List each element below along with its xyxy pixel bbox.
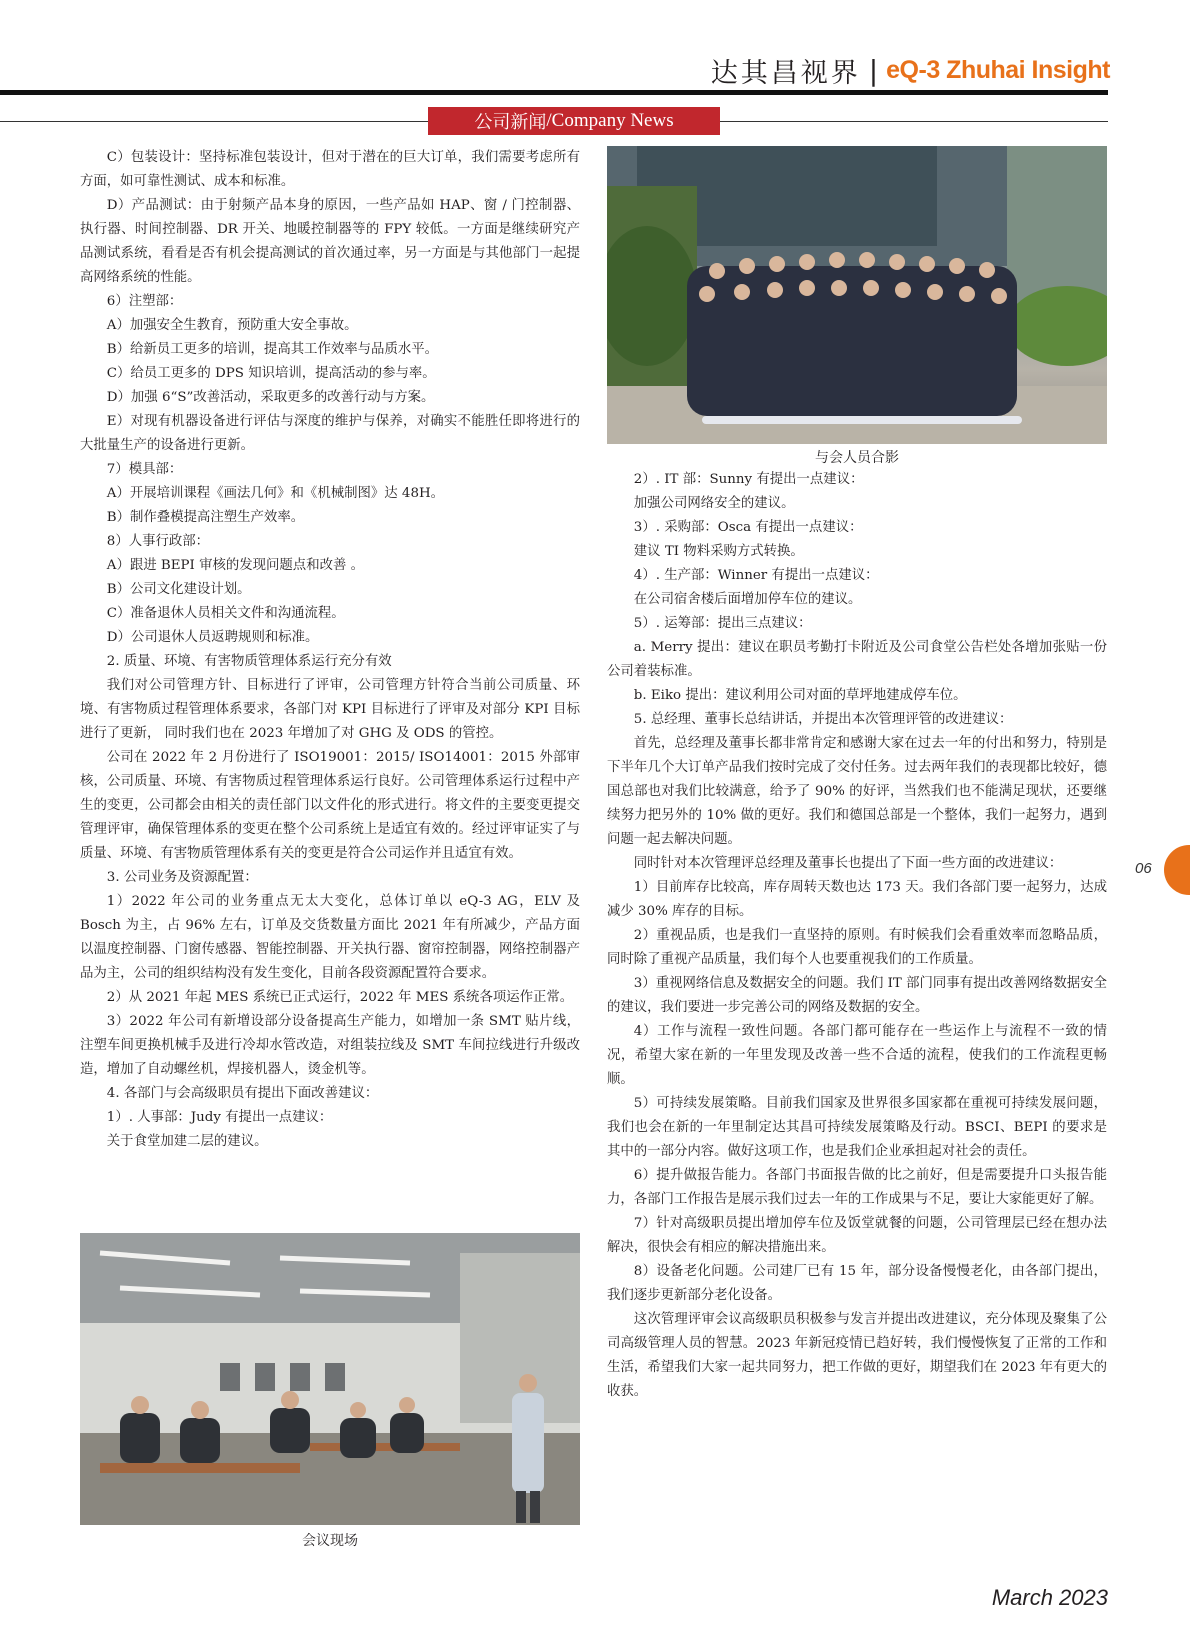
paragraph: 4. 各部门与会高级职员有提出下面改善建议： <box>106 1086 379 1101</box>
paragraph: 2）重视品质，也是我们一直坚持的原则。有时候我们会看重效率而忽略品质，同时除了重视产品质量，我们每个人也要重视我们的工作质量。 <box>607 928 1107 967</box>
meeting-photo <box>80 1233 580 1525</box>
header-rule-thick <box>0 90 1108 95</box>
paragraph: 5. 总经理、董事长总结讲话，并提出本次管理评管的改进建议： <box>633 712 1013 727</box>
paragraph: 2）从 2021 年起 MES 系统已正式运行，2022 年 MES 系统各项运作正常。 <box>106 990 574 1005</box>
section-title-cn: 公司新闻 <box>474 112 547 133</box>
paragraph: C）包装设计：坚持标准包装设计，但对于潜在的巨大订单，我们需要考虑所有方面，如可靠性测试、成本和标准。 <box>80 150 580 189</box>
paragraph: D）加强 6“S”改善活动，采取更多的改善行动与方案。 <box>106 390 435 405</box>
paragraph: D）公司退休人员返聘规则和标准。 <box>106 630 319 645</box>
paragraph: C）给员工更多的 DPS 知识培训，提高活动的参与率。 <box>106 366 436 381</box>
paragraph: 建议 TI 物料采购方式转换。 <box>633 544 804 559</box>
paragraph: D）产品测试：由于射频产品本身的原因，一些产品如 HAP、窗 / 门控制器、执行器、时间控制器、DR 开关、地暖控制器等的 FPY 较低。一方面是继续研究产品测试系统，看看是否有机会提高测试的首次通过率，另一方面是与其他部门一起提高网络系统的性能。 <box>80 198 580 285</box>
paragraph: 3）2022 年公司有新增设部分设备提高生产能力，如增加一条 SMT 贴片线，注塑车间更换机械手及进行冷却水管改造，对组装拉线及 SMT 车间拉线进行升级改造，增加了自动螺丝机，焊接机器人，烫金机等。 <box>80 1014 580 1077</box>
page-number: 06 <box>1135 860 1152 877</box>
paragraph: 同时针对本次管理评总经理及董事长也提出了下面一些方面的改进建议： <box>633 856 1063 871</box>
paragraph: A）开展培训课程《画法几何》和《机械制图》达 48H。 <box>106 486 445 501</box>
paragraph: 2）. IT 部：Sunny 有提出一点建议： <box>633 472 864 487</box>
paragraph: 我们对公司管理方针、目标进行了评审，公司管理方针符合当前公司质量、环境、有害物质过程管理体系要求，各部门对 KPI 目标进行了评审及对部分 KPI 目标进行了更新， 同时我们也在 2023 年增加了对 GHG 及 ODS 的管控。 <box>80 678 580 741</box>
paragraph: B）制作叠模提高注塑生产效率。 <box>106 510 305 525</box>
paragraph: B）给新员工更多的培训，提高其工作效率与品质水平。 <box>106 342 439 357</box>
article-right-column <box>607 468 1107 1404</box>
paragraph: 关于食堂加建二层的建议。 <box>106 1134 268 1149</box>
paragraph: 8）设备老化问题。公司建厂已有 15 年，部分设备慢慢老化，由各部门提出，我们逐步更新部分老化设备。 <box>607 1264 1107 1303</box>
section-title-en: /Company News <box>546 110 674 131</box>
paragraph: 1）目前库存比较高，库存周转天数也达 173 天。我们各部门要一起努力，达成减少 30% 库存的目标。 <box>607 880 1107 919</box>
group-photo-caption: 与会人员合影 <box>815 450 899 466</box>
meeting-photo-caption: 会议现场 <box>302 1533 358 1549</box>
paragraph: 1）2022 年公司的业务重点无太大变化，总体订单以 eQ-3 AG，ELV 及 Bosch 为主，占 96% 左右，订单及交货数量方面比 2021 年有所减少，产品方面以温度控制器、门窗传感器、智能控制器、开关执行器、窗帘控制器，网络控制器产品为主，公司的组织结构没有发生变化，目前各段资源配置符合要求。 <box>80 894 580 981</box>
paragraph: 5）可持续发展策略。目前我们国家及世界很多国家都在重视可持续发展问题，我们也会在新的一年里制定达其昌可持续发展策略及行动。BSCI、BEPI 的要求是其中的一部分内容。做好这项工作，也是我们企业承担起对社会的责任。 <box>607 1096 1107 1159</box>
paragraph: 公司在 2022 年 2 月份进行了 ISO19001：2015/ ISO14001：2015 外部审核，公司质量、环境、有害物质过程管理体系运行良好。公司管理体系运行过程中产生的变更，公司都会由相关的责任部门以文件化的形式进行。将文件的主要变更提交管理评审，确保管理体系的变更在整个公司系统上是适宜有效的。经过评审证实了与质量、环境、有害物质管理体系有关的变更是符合公司运作并且适宜有效。 <box>80 750 580 861</box>
paragraph: b. Eiko 提出：建议利用公司对面的草坪地建成停车位。 <box>633 688 967 703</box>
paragraph: 这次管理评审会议高级职员积极参与发言并提出改进建议，充分体现及聚集了公司高级管理人员的智慧。2023 年新冠疫情已趋好转，我们慢慢恢复了正常的工作和生活，希望我们大家一起共同努力，把工作做的更好，期望我们在 2023 年有更大的收获。 <box>607 1312 1107 1399</box>
paragraph: 在公司宿舍楼后面增加停车位的建议。 <box>633 592 862 607</box>
magazine-header <box>711 50 1110 90</box>
paragraph: 7）模具部： <box>106 462 183 477</box>
paragraph: B）公司文化建设计划。 <box>106 582 251 597</box>
issue-date: March 2023 <box>991 1585 1108 1610</box>
paragraph: 1）. 人事部：Judy 有提出一点建议： <box>106 1110 333 1125</box>
paragraph: C）准备退休人员相关文件和沟通流程。 <box>106 606 345 621</box>
paragraph: 4）工作与流程一致性问题。各部门都可能存在一些运作上与流程不一致的情况，希望大家在新的一年里发现及改善一些不合适的流程，使我们的工作流程更畅顺。 <box>607 1024 1107 1087</box>
paragraph: 6）提升做报告能力。各部门书面报告做的比之前好，但是需要提升口头报告能力，各部门工作报告是展示我们过去一年的工作成果与不足，要让大家能更好了解。 <box>607 1168 1107 1207</box>
group-photo <box>607 146 1107 444</box>
paragraph: 3）重视网络信息及数据安全的问题。我们 IT 部门同事有提出改善网络数据安全的建议，我们要进一步完善公司的网络及数据的安全。 <box>607 976 1107 1015</box>
page-number-tab <box>1164 845 1190 895</box>
magazine-title-cn: 达其昌视界 <box>710 57 861 89</box>
paragraph: 2. 质量、环境、有害物质管理体系运行充分有效 <box>106 654 392 669</box>
paragraph: A）跟进 BEPI 审核的发现问题点和改善 。 <box>106 558 365 573</box>
paragraph: 3. 公司业务及资源配置： <box>106 870 258 885</box>
group-photo-illustration <box>607 146 1107 444</box>
paragraph: 加强公司网络安全的建议。 <box>633 496 795 511</box>
paragraph: 3）. 采购部：Osca 有提出一点建议： <box>633 520 863 535</box>
paragraph: 6）注塑部： <box>106 294 183 309</box>
article-left-column <box>80 146 580 1154</box>
paragraph: A）加强安全生教育，预防重大安全事故。 <box>106 318 358 333</box>
magazine-title-en: eQ-3 Zhuhai Insight <box>886 55 1110 84</box>
paragraph: 5）. 运筹部：提出三点建议： <box>633 616 812 631</box>
paragraph: E）对现有机器设备进行评估与深度的维护与保养，对确实不能胜任即将进行的大批量生产的设备进行更新。 <box>80 414 580 453</box>
paragraph: 7）针对高级职员提出增加停车位及饭堂就餐的问题，公司管理层已经在想办法解决，很快会有相应的解决措施出来。 <box>607 1216 1107 1255</box>
paragraph: a. Merry 提出：建议在职员考勤打卡附近及公司食堂公告栏处各增加张贴一份公司着装标准。 <box>607 640 1107 679</box>
paragraph: 首先，总经理及董事长都非常肯定和感谢大家在过去一年的付出和努力，特别是下半年几个大订单产品我们按时完成了交付任务。过去两年我们的表现都比较好，德国总部也对我们比较满意，给予了 90% 的好评，当然我们也不能满足现状，还要继续努力把另外的 10% 做的更好。我们和德国总部是一个整体，我们一起努力，遇到问题一起去解决问题。 <box>607 736 1107 847</box>
header-separator: | <box>868 53 879 87</box>
section-banner <box>428 107 720 135</box>
meeting-photo-illustration <box>80 1233 580 1525</box>
paragraph: 4）. 生产部：Winner 有提出一点建议： <box>633 568 879 583</box>
paragraph: 8）人事行政部： <box>106 534 210 549</box>
